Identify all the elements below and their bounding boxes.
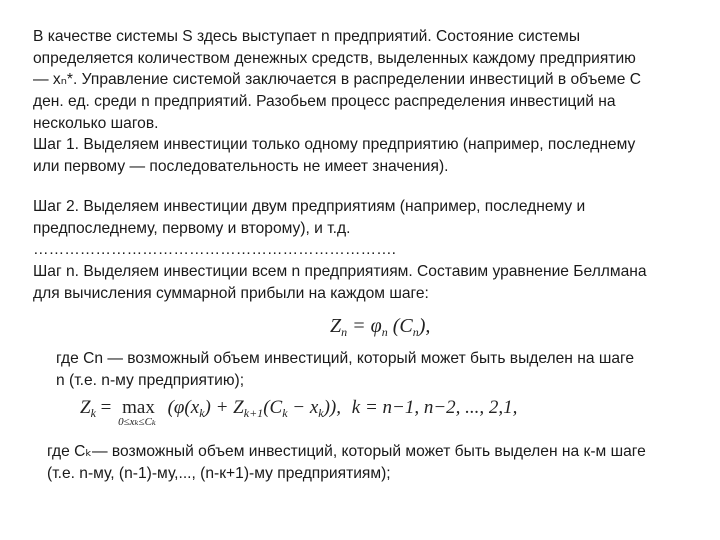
max-operator <box>118 397 156 428</box>
formula-term: ), <box>418 315 431 337</box>
formula-subscript: k <box>282 406 288 420</box>
text-line: В качестве системы S здесь выступает n предприятий. Состояние системы <box>33 28 581 45</box>
formula-term: Z <box>330 315 342 337</box>
note-cn <box>56 348 696 391</box>
text-line: определяется количеством денежных средств, выделенных каждому предприятию <box>33 49 636 67</box>
formula-term: (C <box>263 397 283 418</box>
text-line: где Cn — возможный объем инвестиций, который может быть выделен на шаге <box>56 350 635 367</box>
bellman-formula-general <box>80 397 518 428</box>
text-line: Шаг 2. Выделяем инвестиции двум предприятиям (например, последнему и <box>33 198 586 215</box>
text-line: ден. ед. среди n предприятий. Разобьем процесс распределения инвестиций на <box>33 93 616 111</box>
formula-subscript: k+1 <box>243 406 264 420</box>
text-line: Шаг 1. Выделяем инвестиции только одному предприятию (например, последнему <box>33 136 636 154</box>
text-line: (т.е. n-му, (n-1)-му,..., (n-к+1)-му предприятиям); <box>47 464 391 482</box>
formula-term: = <box>100 397 112 418</box>
text-line: несколько шагов. <box>33 114 159 132</box>
formula-term: (C <box>392 315 413 337</box>
intro-paragraph <box>33 26 689 178</box>
text-line: ……………………………………………………………. <box>33 241 396 259</box>
formula-term: − x <box>287 397 319 418</box>
text-line: Шаг n. Выделяем инвестиции всем n предприятиям. Составим уравнение Беллмана <box>33 263 647 281</box>
formula-term: max <box>122 397 155 418</box>
steps-paragraph <box>33 196 689 304</box>
max-constraint: 0≤xₖ≤Cₖ <box>118 416 156 428</box>
formula-subscript: n <box>412 325 419 339</box>
text-line: n (т.е. n-му предприятию); <box>56 371 245 389</box>
text-line: для вычисления суммарной прибыли на каждом шаге: <box>33 284 429 302</box>
formula-subscript: k <box>90 406 96 420</box>
formula-subscript: n <box>381 325 388 339</box>
formula-subscript: k <box>199 406 205 420</box>
formula-term: )), <box>323 397 342 418</box>
text-line: предпоследнему, первому и второму), и т.д. <box>33 219 351 237</box>
text-line: где Cₖ— возможный объем инвестиций, который может быть выделен на к-м шаге <box>47 443 646 460</box>
note-ck <box>47 441 697 484</box>
formula-term: Z <box>80 397 91 418</box>
formula-subscript: n <box>341 325 348 339</box>
formula-term: (φ(x <box>167 397 200 418</box>
formula-subscript: k <box>318 406 324 420</box>
formula-term: ) + Z <box>204 397 244 418</box>
text-line: — xₙ*. Управление системой заключается в распределении инвестиций в объеме C <box>33 71 641 89</box>
formula-term: = φ <box>352 315 382 337</box>
bellman-formula-last-step <box>330 315 430 338</box>
formula-range: k = n−1, n−2, ..., 2,1, <box>351 397 518 418</box>
text-line: или первому — последовательность не имеет значения). <box>33 158 449 176</box>
